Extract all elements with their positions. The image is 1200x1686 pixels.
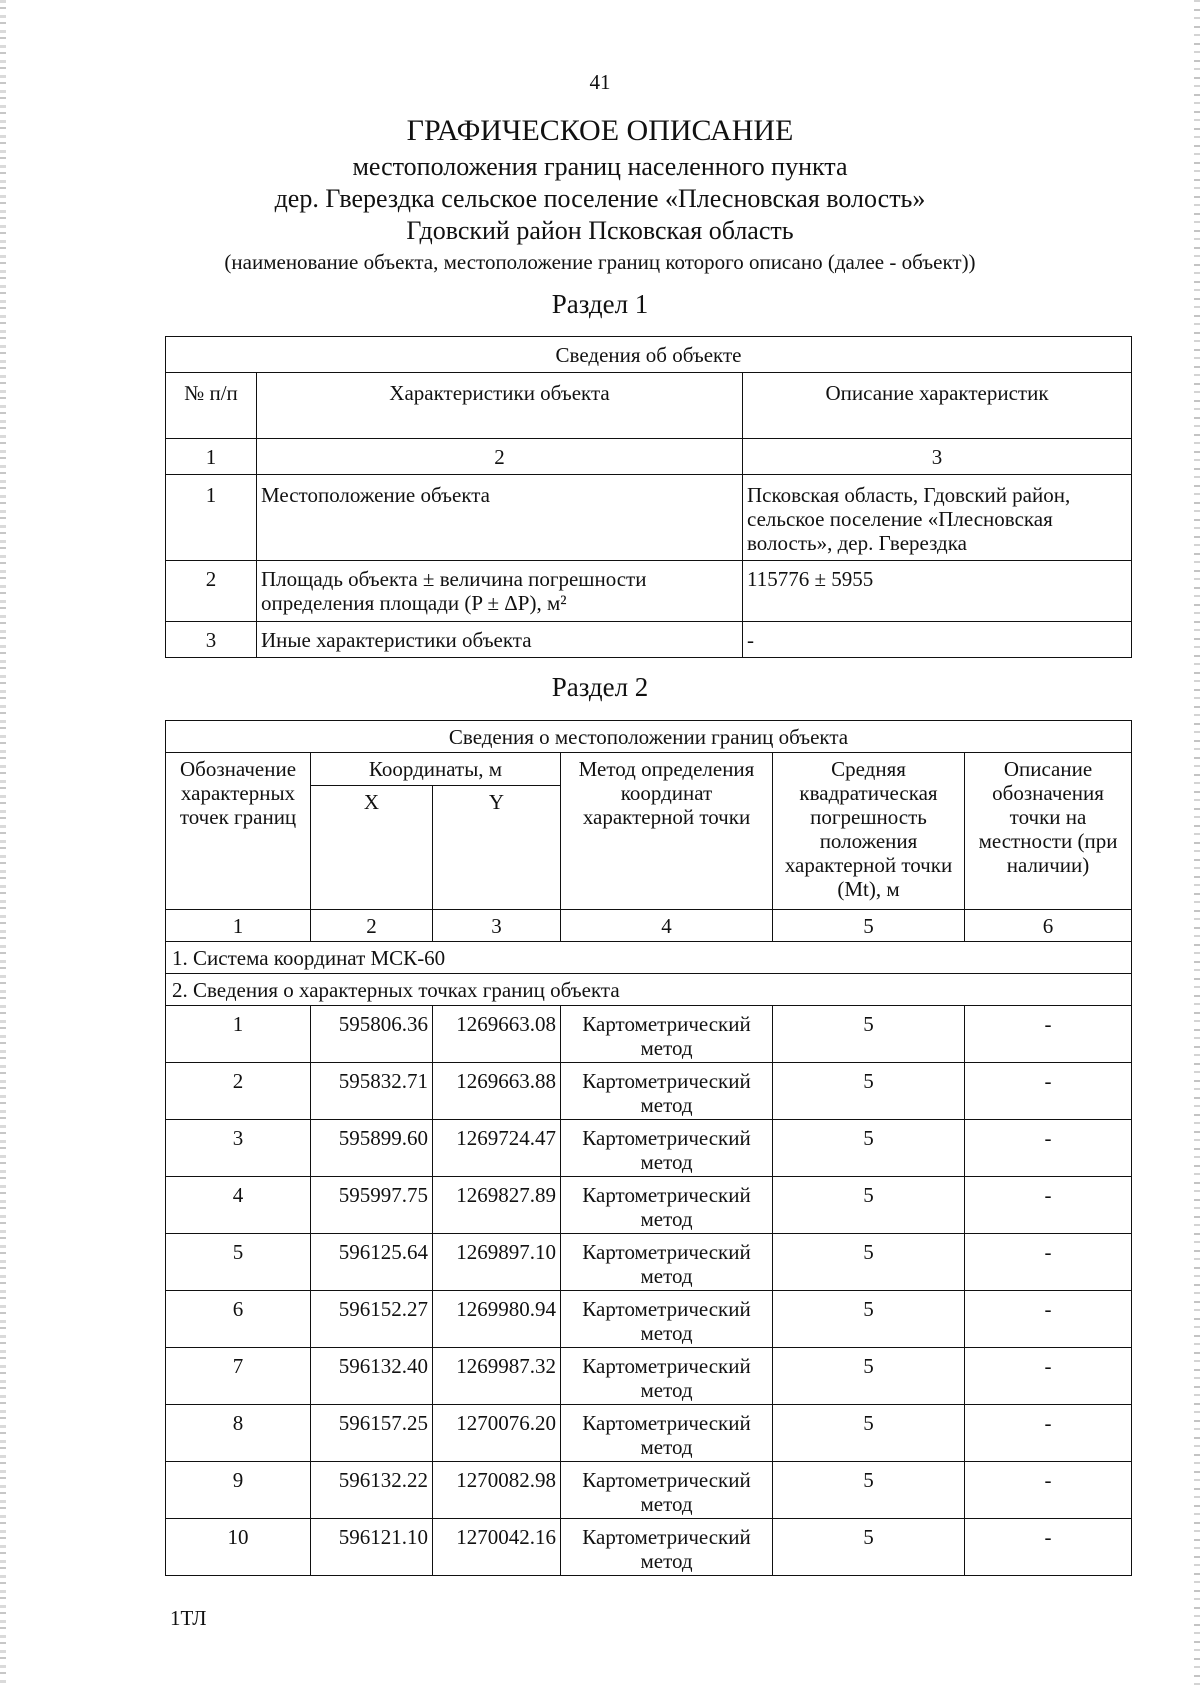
header-point-designation: Обозначение характерных точек границ (166, 753, 311, 910)
header-number: № п/п (166, 373, 257, 439)
points-caption-row: 2. Сведения о характерных точках границ объекта (166, 974, 1132, 1006)
point-description: - (965, 1120, 1132, 1177)
document-subtitle-line-2: местоположения границ населенного пункта (352, 152, 848, 181)
section-2-title: Раздел 2 (551, 672, 649, 702)
table-row (166, 1348, 1132, 1405)
row-name: Местоположение объекта (257, 475, 743, 561)
row-number: 1 (166, 475, 257, 561)
index-cell: 1 (166, 910, 311, 942)
point-method: Картометрический метод (561, 1177, 773, 1234)
document-title: ГРАФИЧЕСКОЕ ОПИСАНИЕ (406, 114, 794, 147)
point-method: Картометрический метод (561, 1291, 773, 1348)
point-mean-error: 5 (773, 1348, 965, 1405)
point-description: - (965, 1063, 1132, 1120)
point-number: 4 (166, 1177, 311, 1234)
point-description: - (965, 1462, 1132, 1519)
point-description: - (965, 1348, 1132, 1405)
point-method: Картометрический метод (561, 1348, 773, 1405)
point-x: 596132.40 (311, 1348, 433, 1405)
point-description: - (965, 1405, 1132, 1462)
point-mean-error: 5 (773, 1519, 965, 1576)
index-cell: 4 (561, 910, 773, 942)
point-number: 6 (166, 1291, 311, 1348)
table-row (166, 1405, 1132, 1462)
row-number: 2 (166, 561, 257, 622)
point-method: Картометрический метод (561, 1519, 773, 1576)
table-row (166, 1519, 1132, 1576)
point-x: 596132.22 (311, 1462, 433, 1519)
point-number: 8 (166, 1405, 311, 1462)
header-point-description: Описание обозначения точки на местности (при наличии) (965, 753, 1132, 910)
point-number: 10 (166, 1519, 311, 1576)
index-cell: 5 (773, 910, 965, 942)
index-cell: 3 (743, 439, 1132, 475)
point-x: 595997.75 (311, 1177, 433, 1234)
index-cell: 6 (965, 910, 1132, 942)
point-number: 1 (166, 1006, 311, 1063)
point-y: 1270082.98 (433, 1462, 561, 1519)
header-description: Описание характеристик (743, 373, 1132, 439)
point-x: 596152.27 (311, 1291, 433, 1348)
table-row (166, 1006, 1132, 1063)
point-mean-error: 5 (773, 1177, 965, 1234)
point-y: 1269980.94 (433, 1291, 561, 1348)
point-number: 3 (166, 1120, 311, 1177)
point-x: 596125.64 (311, 1234, 433, 1291)
point-mean-error: 5 (773, 1462, 965, 1519)
point-y: 1269663.88 (433, 1063, 561, 1120)
section-1-title: Раздел 1 (551, 289, 649, 319)
header-coordinates: Координаты, м (311, 753, 561, 786)
point-description: - (965, 1234, 1132, 1291)
header-characteristics: Характеристики объекта (257, 373, 743, 439)
index-cell: 2 (257, 439, 743, 475)
index-cell: 1 (166, 439, 257, 475)
boundary-points-caption: Сведения о местоположении границ объекта (166, 721, 1132, 753)
coordinate-system-row: 1. Система координат МСК-60 (166, 942, 1132, 974)
point-mean-error: 5 (773, 1234, 965, 1291)
point-mean-error: 5 (773, 1405, 965, 1462)
point-x: 595806.36 (311, 1006, 433, 1063)
point-number: 2 (166, 1063, 311, 1120)
point-x: 595832.71 (311, 1063, 433, 1120)
row-value: - (743, 622, 1132, 658)
row-value: Псковская область, Гдовский район, сельское поселение «Плесновская волость», дер. Гверездка (743, 475, 1132, 561)
point-y: 1269663.08 (433, 1006, 561, 1063)
table-row (166, 1234, 1132, 1291)
table-row (166, 1177, 1132, 1234)
table-row (166, 1063, 1132, 1120)
header-x: X (311, 786, 433, 910)
table-row (166, 1291, 1132, 1348)
table-row (166, 1120, 1132, 1177)
header-method: Метод определения координат характерной точки (561, 753, 773, 910)
point-x: 596121.10 (311, 1519, 433, 1576)
boundary-points-table (165, 720, 1132, 1576)
footer-mark: 1ТЛ (170, 1606, 207, 1630)
point-description: - (965, 1519, 1132, 1576)
point-method: Картометрический метод (561, 1234, 773, 1291)
point-x: 596157.25 (311, 1405, 433, 1462)
object-info-table (165, 336, 1132, 658)
row-value: 115776 ± 5955 (743, 561, 1132, 622)
row-name: Площадь объекта ± величина погрешности определения площади (P ± ΔP), м² (257, 561, 743, 622)
table-row (166, 1462, 1132, 1519)
row-number: 3 (166, 622, 257, 658)
point-mean-error: 5 (773, 1291, 965, 1348)
point-y: 1269827.89 (433, 1177, 561, 1234)
point-number: 9 (166, 1462, 311, 1519)
point-method: Картометрический метод (561, 1120, 773, 1177)
row-name: Иные характеристики объекта (257, 622, 743, 658)
point-method: Картометрический метод (561, 1006, 773, 1063)
point-y: 1270076.20 (433, 1405, 561, 1462)
index-cell: 2 (311, 910, 433, 942)
point-y: 1269724.47 (433, 1120, 561, 1177)
object-info-caption: Сведения об объекте (166, 337, 1132, 373)
page-number: 41 (589, 70, 611, 94)
point-method: Картометрический метод (561, 1063, 773, 1120)
index-cell: 3 (433, 910, 561, 942)
point-method: Картометрический метод (561, 1405, 773, 1462)
document-subtitle-line-3: дер. Гверездка сельское поселение «Плесновская волость» (274, 184, 926, 213)
point-method: Картометрический метод (561, 1462, 773, 1519)
point-y: 1269987.32 (433, 1348, 561, 1405)
point-y: 1270042.16 (433, 1519, 561, 1576)
point-y: 1269897.10 (433, 1234, 561, 1291)
document-subtitle-line-4: Гдовский район Псковская область (406, 216, 794, 245)
point-mean-error: 5 (773, 1120, 965, 1177)
point-mean-error: 5 (773, 1006, 965, 1063)
header-y: Y (433, 786, 561, 910)
point-description: - (965, 1006, 1132, 1063)
header-mean-error: Средняя квадратическая погрешность положения характерной точки (Mt), м (773, 753, 965, 910)
point-mean-error: 5 (773, 1063, 965, 1120)
points-body (166, 1006, 1132, 1576)
point-number: 5 (166, 1234, 311, 1291)
point-description: - (965, 1291, 1132, 1348)
document-subtitle-note: (наименование объекта, местоположение границ которого описано (далее - объект)) (224, 250, 976, 274)
point-description: - (965, 1177, 1132, 1234)
point-number: 7 (166, 1348, 311, 1405)
point-x: 595899.60 (311, 1120, 433, 1177)
